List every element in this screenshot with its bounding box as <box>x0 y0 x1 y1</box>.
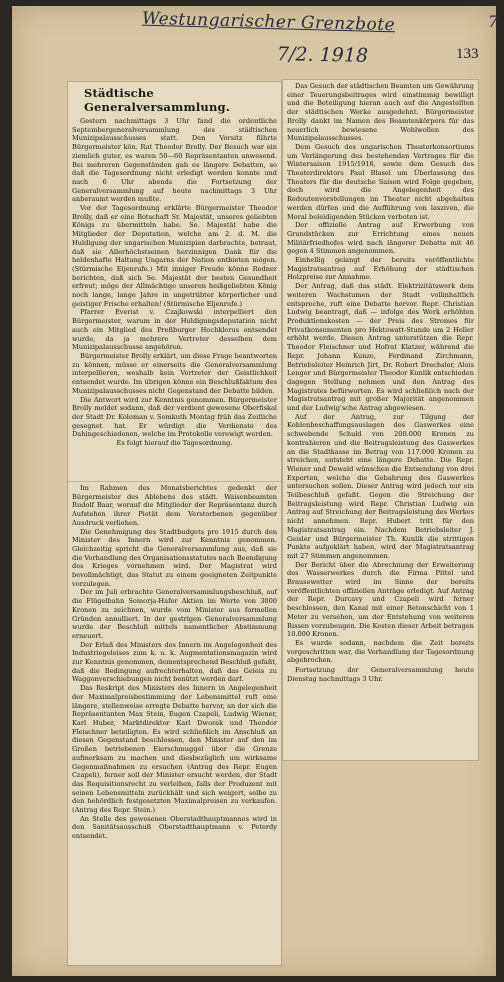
handwritten-date: 7/2. 1918 <box>276 43 369 67</box>
page-number: 133 <box>456 46 479 62</box>
clipping-left-lower <box>68 482 281 965</box>
handwritten-corner-number: 7 <box>488 12 499 31</box>
paragraph: Vor der Tagesordnung erklärte Bürgermeister Theodor Brolly, daß er eine Botschaft Sr. Majestät, unseres geliebten Königs zu übermitteln habe. Se. Majestät habe die Mitglieder der Deputation, welche am 2. d. M. die Huldigung der ungarischen Munizipien darbrachte, betraut, daß sie Allerhöchstseinen herzinnigen Dank für die heldenhafte Haltung Ungarns der Nation entbieten mögen. (Stürmische Eljenrufe.) Mit inniger Freude könne Redner berichten, daß sich Se. Majestät der besten Gesundheit erfreut; möge der Allmächtige unseren heißgeliebten König noch lange, lange Jahre in ungetrübter körperlicher und geistiger Frische erhalten! (Stürmische Eljenrufe.) <box>72 204 277 308</box>
handwritten-newspaper-title: Westungarischer Grenzbote <box>141 8 396 36</box>
paragraph: Der Erlaß des Ministers des Innern im Angelegenheit des Industriegeleises zum k. u. k. Augmentationsmagazin wird zur Kenntnis genommen, dementsprechend Beschluß gefaßt, daß die Bedingung aufrechterhalten, daß das Geleis zu Waggonverschiebungen nicht benützt werden darf. <box>72 640 277 684</box>
paragraph: Im Rahmen des Monatsberichtes gedenkt der Bürgermeister des Ablebens des städt. Waisenbeamten Rudolf Baar, worauf die Mitglieder der Repräsentanz durch Aufstehen ihrer Pietät dem Verstorbenen gegenüber Ausdruck verliehen. <box>72 484 277 527</box>
paragraph: Der im Juli erbrachte Generalversammlungsbeschluß, auf die Flügelbahn Somorja-Hafer Aktien im Werte von 3000 Kronen zu zeichnen, wurde vom Minister aus formellen Gründen annulliert. In der gestrigen Generalversammlung wurde der Beschluß mittels namentlicher Abstimmung erneuert. <box>72 588 277 640</box>
paragraph: Fortsetzung der Generalversammlung heute Dienstag nachmittags 3 Uhr. <box>287 666 474 683</box>
clipping-right <box>283 80 478 760</box>
paragraph: Pfarrer Everist v. Czajkowski interpelliert den Bürgermeister, warum in der Huldigungsdeputation nicht auch ein Mitglied des Preßburger Hochklerus entsendet wurde, da ja mehrere Vertreter desselben dem Munizipalausschusse angehören. <box>72 308 277 352</box>
paragraph: Gestern nachmittags 3 Uhr fand die ordentliche Septembergeneralversammlung des städtischen Munizipalausschusses statt. Den Vorsitz führte Bürgermeister kön. Rat Theodor Brolly. Der Besuch war ein ziemlich guter, es waren 50—60 Repräsentanten anwesend. Bei mehreren Gegenständen gab es längere Debatten, so daß die Tagesordnung nicht erledigt werden konnte und nach 6 Uhr abends die Fortsetzung der Generalversammlung auf heute nachmittags 3 Uhr anberaumt werden mußte. <box>72 117 277 204</box>
article-headline: Städtische Generalversammlung. <box>84 86 230 114</box>
paragraph: An Stelle des gewesenen Oberstadthauptmannes wird in den Sanitätsausschuß Oberstadthauptmann v. Peterdy entsendet. <box>72 814 277 841</box>
handwriting-area <box>12 6 499 86</box>
paragraph: Es folgt hierauf die Tagesordnung. <box>116 439 233 448</box>
paragraph: Die Genehmigung des Stadtbudgets pro 1915 durch den Minister des Innern wird zur Kenntnis genommen. Gleichzeitig spricht die Generalversammlung aus, daß sie die Verhandlung des Organisationsstatutes nach Beendigung des Krieges vornehmen wird. Der Magistrat wird bevollmächtigt, das Statut zu einem geeigneten Zeitpunkte vorzulegen. <box>72 527 277 588</box>
paragraph: Es wurde sodann, nachdem die Zeit bereits vorgeschritten war, die Verhandlung der Tagesordnung abgebrochen. <box>287 639 474 665</box>
paragraph: Das Reskript des Ministers des Innern in Angelegenheit der Maximalpreisbestimmung der Lebensmittel ruft eine längere, stellenweise erregte Debatte hervor, an der sich die Repräsentanten Max Stein, Eugen Czapeli, Ludwig Wiener, Karl Huber, Marktdirektor Karl Dworak und Theodor Fleischner beteiligten. Es wird schließlich im Anschluß an diesen Gegenstand beschlossen, den Minister auf den im Großen betriebenen Eierschmuggel über die Grenze aufmerksam zu machen und diesbezüglich um wirksame Gegenmaßnahmen zu ersuchen (Antrag des Repr. Eugen Czapeli), ferner soll der Minister ersucht werden, der Stadt das Requisitionsrecht zu verleihen, falls der Produzent mit seinen Lebensmitteln zurückhält und sich weigert, selbe zu den behördlich festgesetzten Maximalpreisen zu verkaufen. (Antrag des Repr. Stein.) <box>72 684 277 815</box>
paragraph: Dem Gesuch des ungarischen Theaterkonsortiums um Verlängerung des bestehenden Vertrages für die Wintersaison 1915/1916, sowie dem Gesuch des Theaterdirektors Paul Blasel um Überlassung des Theaters für die deutsche Saison wird Folge gegeben, doch wird die Angelegenheit des Redoutenvorstellungen im Theater nicht abgehalten werden dürfen und die Aufführung von lasziven, die Moral beleidigenden Stücken verboten ist. <box>287 142 474 221</box>
paragraph: Die Antwort wird zur Kenntnis genommen. Bürgermeister Brolly meldet sodann, daß der verdient gewesene Oberfiskal der Stadt Dr. Koloman v. Somkuth Montag früh das Zeitliche gesegnet hat. Er würdigt die Verdienste des Dahingeschiedenen, welche im Protokolle verewigt werden. <box>72 395 277 439</box>
paragraph: Der Bericht über die Abrechnung der Erweiterung des Wasserwerkes durch die Firma Pittel und Brausewetter wird im Sinne der bereits veröffentlichten offiziellen Anträge erledigt. Auf Antrag der Repr. Durcavy und Czapeli wird ferner beschlossen, den Kanal mit einer Betonschicht von 1 Meter zu versehen, um der Entstehung von weiteren Rissen vorzubeugen. Die Kosten dieser Arbeit betragen 10.000 Kronen. <box>287 560 474 639</box>
paragraph: Auf der Antrag, zur Tilgung der Kohlenbeschaffungsauslagen des Gaswerkes eine schwebende Schuld von 200.000 Kronen zu kontrahieren und die Beitragsleistung des Gaswerkes an die Stadtkasse im Betrag von 117.000 Kronen zu streichen, entsteht eine längere Debatte. Die Repr. Wiener und Dewald wünschen die Entsendung von drei Experten, welche die Gebahrung des Gaswerkes untersuchen sollen. Dieser Antrag wird jedoch nur ein Teilbeschluß gefaßt. Gegen die Streichung der Beitragsleistung wird Repr. Christian Ludwig ein Antrag auf Streichung der Beitragsleistung des Werkes nicht annehmen. Repr. Hubert tritt für den Magistratsantrag ein. Nachdem Betriebsleiter J. Geisler und Bürgermeister Th. Kunlik die strittigen Punkte aufgeklärt haben, wird der Magistratsantrag mit 27 Stimmen angenommen. <box>287 412 474 560</box>
paragraph: Einhellig gelangt der bereits veröffentlichte Magistratsantrag auf Erhöhung der städtischen Holzpreise zur Annahme. <box>287 256 474 282</box>
paragraph: Der Antrag, daß das städt. Elektrizitätswerk dem weiteren Wachstumen der Stadt vollinhaltlich entspreche, ruft eine Debatte hervor. Repr. Christian Ludwig beantragt, daß — infolge des Werk erhöhten Produktionskosten — der Preis des Stromes für Privatkonsumenten pro Hektowatt-Stunde um 2 Heller erhöht werde. Diesen Antrag unterstützen die Repr. Theodor Fleischner und Hofrat Klatzer, während die Repr. Johann Kunze, Ferdinand Zirchmann, Betriebsleiter Heinrich Jirt, Dr. Robert Drechsler, Alois Lenger und Bürgermeister Theodor Kunlik entschieden dagegen Stellung nehmen und den Antrag des Magistrates befürworten. Es wird schließlich nach der Magistratsantrag mit großer Majorität angenommen und der Ludwig'sche Antrag abgewiesen. <box>287 282 474 413</box>
paragraph: Der offizielle Antrag auf Erwerbung von Grundstücken zur Errichtung eines neuen Militärfriedhofes wird nach längerer Debatte mit 46 gegen 4 Stimmen angenommen. <box>287 221 474 256</box>
paragraph: Das Gesuch der städtischen Beamten um Gewährung einer Teuerungsbeitrages wird einstimmig bewilligt und die Beteiligung hieran auch auf die Angestellten der städtischen Werke ausgedehnt. Bürgermeister Brolly dankt im Namen des Beamtenkörpers für das neuerlich bewiesene Wohlwollen des Munizipalausschusses. <box>287 82 474 143</box>
paragraph: Bürgermeister Brolly erklärt, um diese Frage beantworten zu können, müsse er einerseits die Generalversammlung interpellieren, weshalb kein Vertreter der Geistlichkeit entsendet wurde. Im übrigen könne ein Beschlußfaktum des Munizipalausschusses nicht Gegenstand der Debatte bilden. <box>72 351 277 395</box>
clipping-left-upper <box>68 82 281 482</box>
